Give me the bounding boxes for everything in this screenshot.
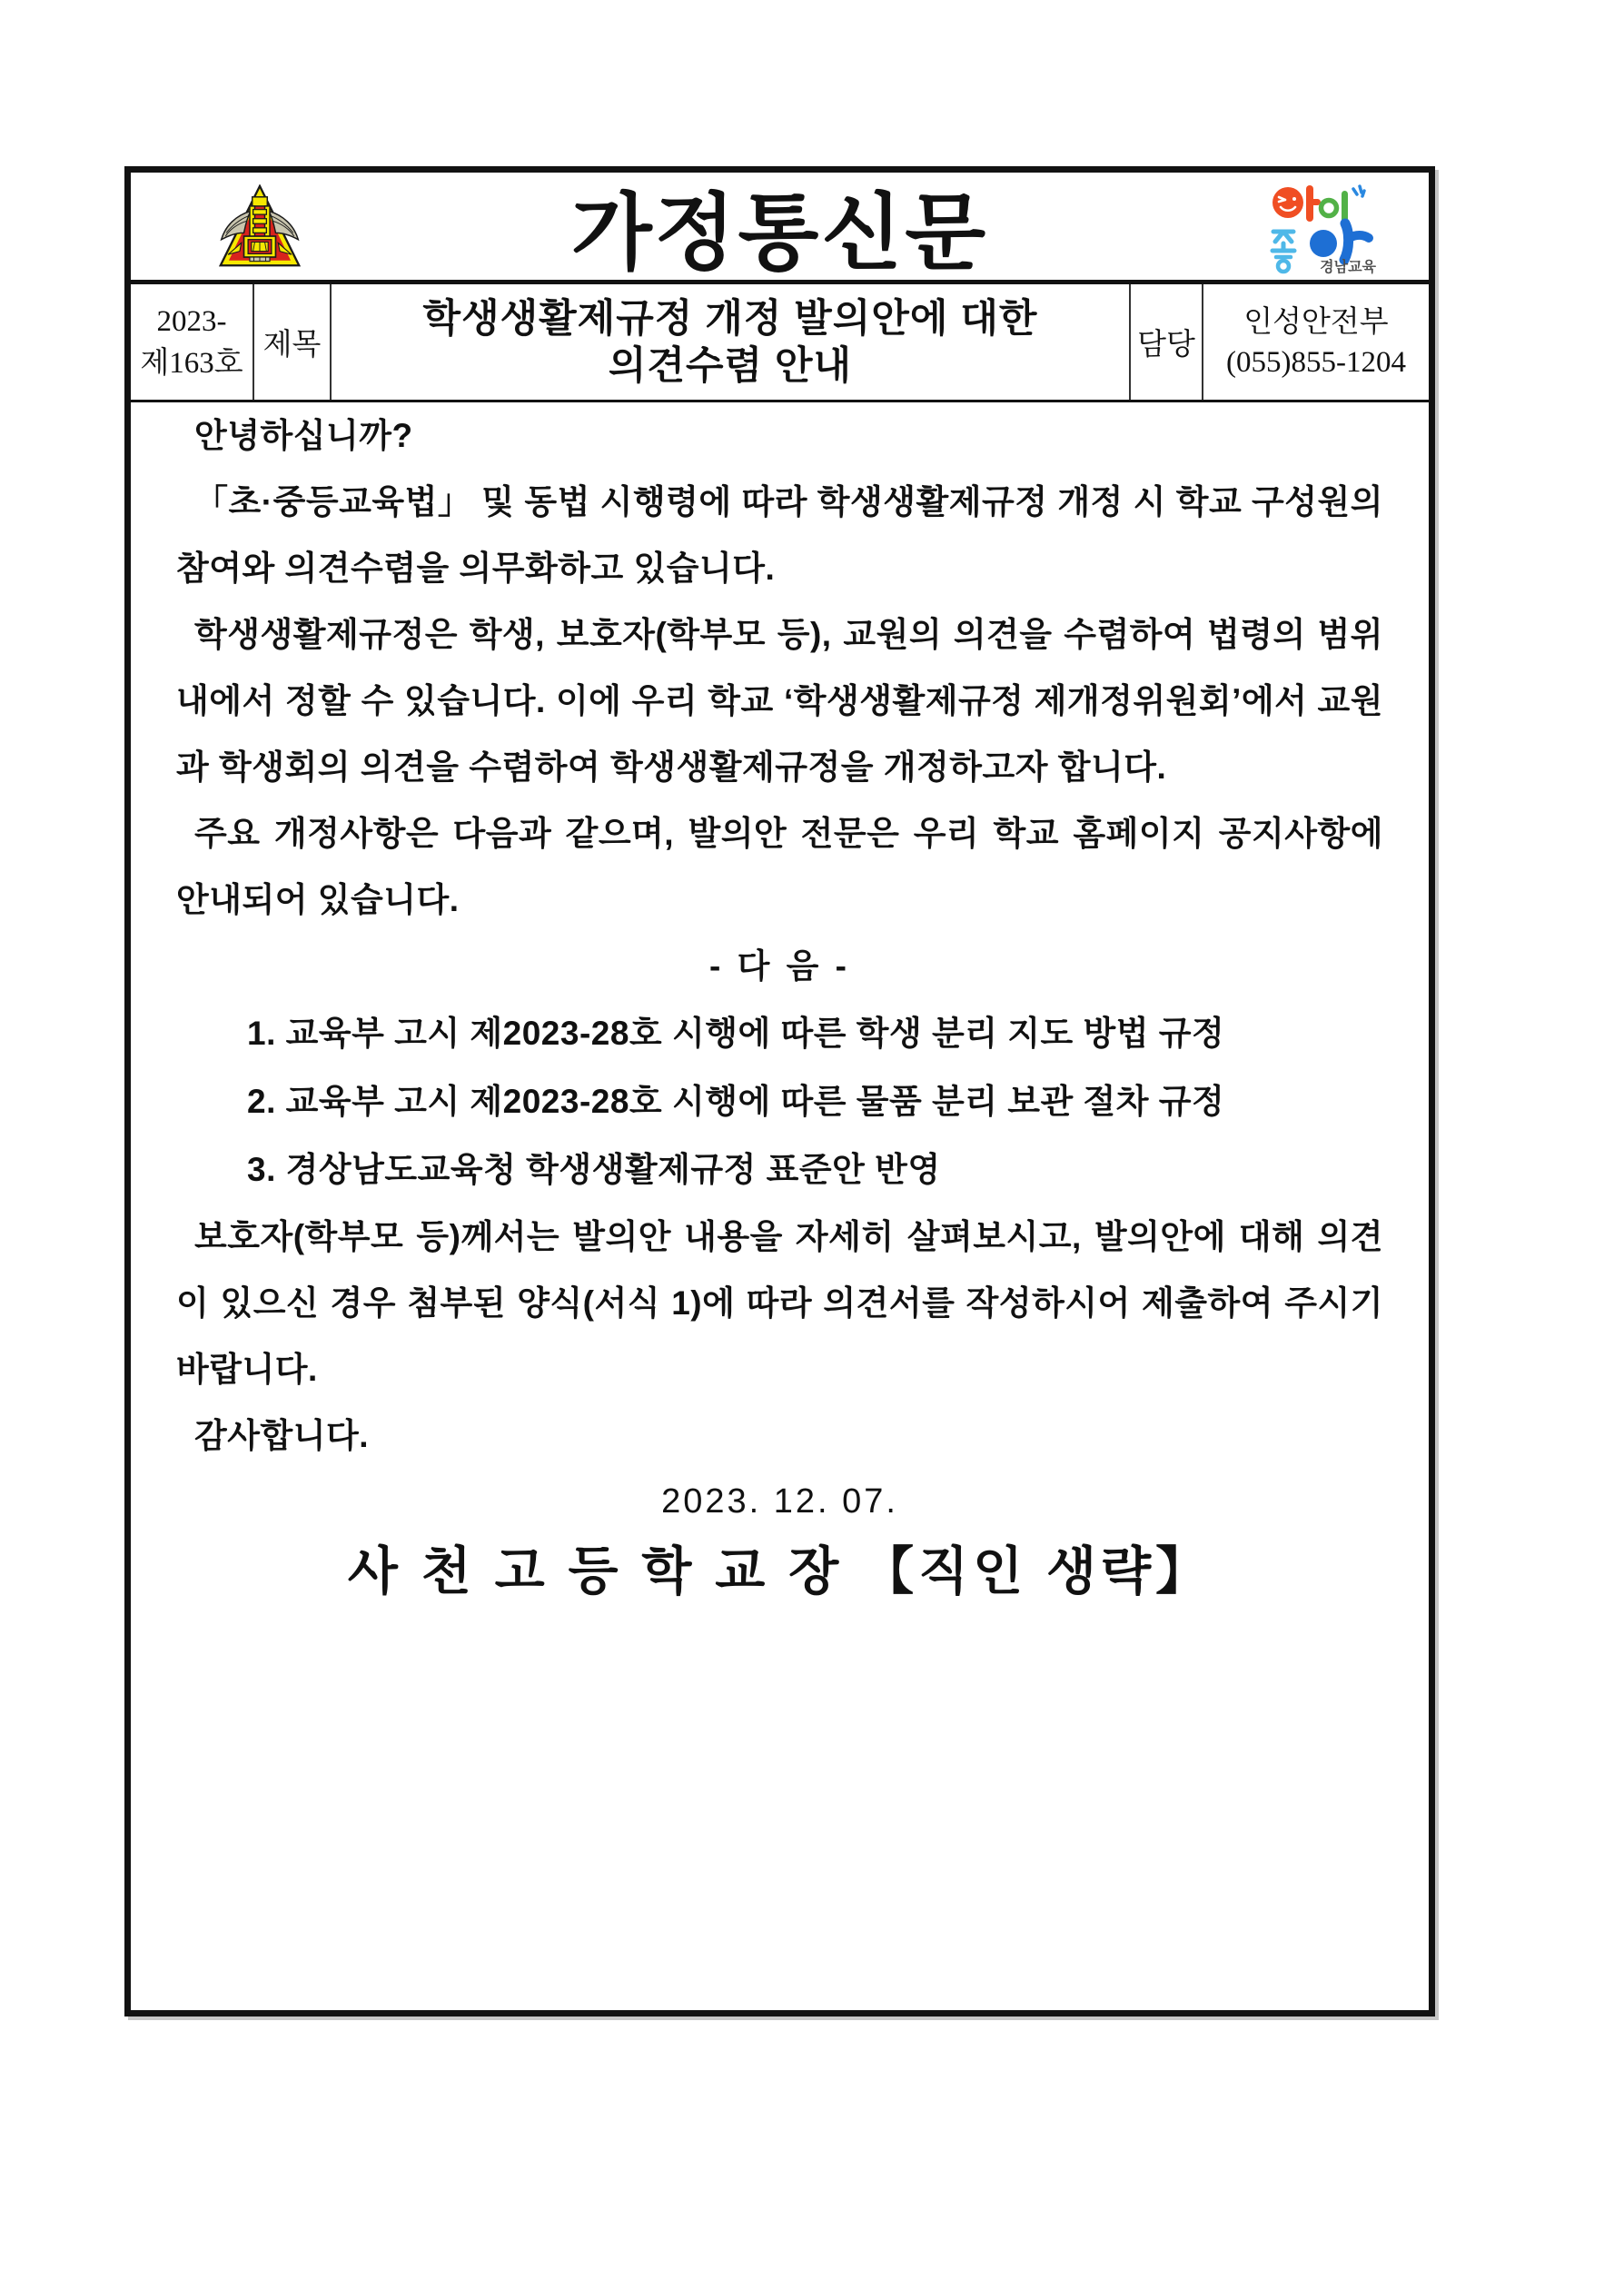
subject-label: 제목 [262, 329, 322, 362]
closing-text: 감사합니다. [194, 1417, 369, 1454]
page-title: 가정통신문 [570, 187, 989, 280]
header-row-title [131, 173, 1429, 284]
subject-line2: 의견수렴 안내 [608, 343, 853, 388]
issue-line1: 2023- [156, 304, 227, 338]
revision-item-list [176, 999, 1383, 1204]
subject-label-cell [254, 284, 332, 400]
paragraph-law-basis: 「초·중등교육법」 및 동법 시행령에 따라 학생생활제규정 개정 시 학교 구성원의 참여와 의견수렴을 의무화하고 있습니다. [176, 483, 1383, 587]
manager-label-cell [1131, 284, 1203, 400]
principal-signature: 사 천 고 등 학 교 장 【직인 생략】 [347, 1542, 1213, 1600]
greeting-text: 안녕하십니까? [194, 417, 413, 454]
issue-line2: 제163호 [140, 346, 243, 380]
manager-phone: (055)855-1204 [1226, 345, 1406, 379]
manager-contact-cell [1203, 284, 1429, 400]
date-text: 2023. 12. 07. [661, 1482, 898, 1521]
paragraph-homepage-notice: 주요 개정사항은 다음과 같으며, 발의안 전문은 우리 학교 홈페이지 공지사항에 안내되어 있습니다. [176, 815, 1383, 918]
paragraph-opinion-request: 보호자(학부모 등)께서는 발의안 내용을 자세히 살펴보시고, 발의안에 대해 의견이 있으신 경우 첨부된 양식(서식 1)에 따라 의견서를 작성하시어 제출하여 주시기 바랍니다. [176, 1218, 1383, 1388]
school-emblem-icon [217, 184, 302, 268]
newsletter-sheet [124, 166, 1435, 2016]
header-row-meta [131, 284, 1429, 402]
subject-cell [332, 284, 1131, 400]
letter-body [131, 402, 1429, 1608]
paragraph-committee: 학생생활제규정은 학생, 보호자(학부모 등), 교원의 의견을 수렴하여 법령의 범위 내에서 정할 수 있습니다. 이에 우리 학교 ‘학생생활제규정 제개정위원회’에서 교원과 학생회의 의견을 수렴하여 학생생활제규정을 개정하고자 합니다. [176, 616, 1383, 786]
revision-item-1: 1. 교육부 고시 제2023-28호 시행에 따른 학생 분리 지도 방법 규정 [247, 1015, 1225, 1052]
revision-item-2: 2. 교육부 고시 제2023-28호 시행에 따른 물품 분리 보관 절차 규정 [247, 1083, 1225, 1120]
revision-item-3: 3. 경상남도교육청 학생생활제규정 표준안 반영 [247, 1151, 941, 1188]
manager-label: 담당 [1137, 329, 1195, 362]
logo-caption: 경남교육 [1320, 260, 1376, 274]
gyeongnam-education-logo-icon [1267, 180, 1378, 274]
next-heading: - 다 음 - [709, 947, 850, 985]
issue-number-cell [131, 284, 254, 400]
manager-dept: 인성안전부 [1243, 305, 1389, 339]
subject-line1: 학생생활제규정 개정 발의안에 대한 [422, 296, 1038, 341]
